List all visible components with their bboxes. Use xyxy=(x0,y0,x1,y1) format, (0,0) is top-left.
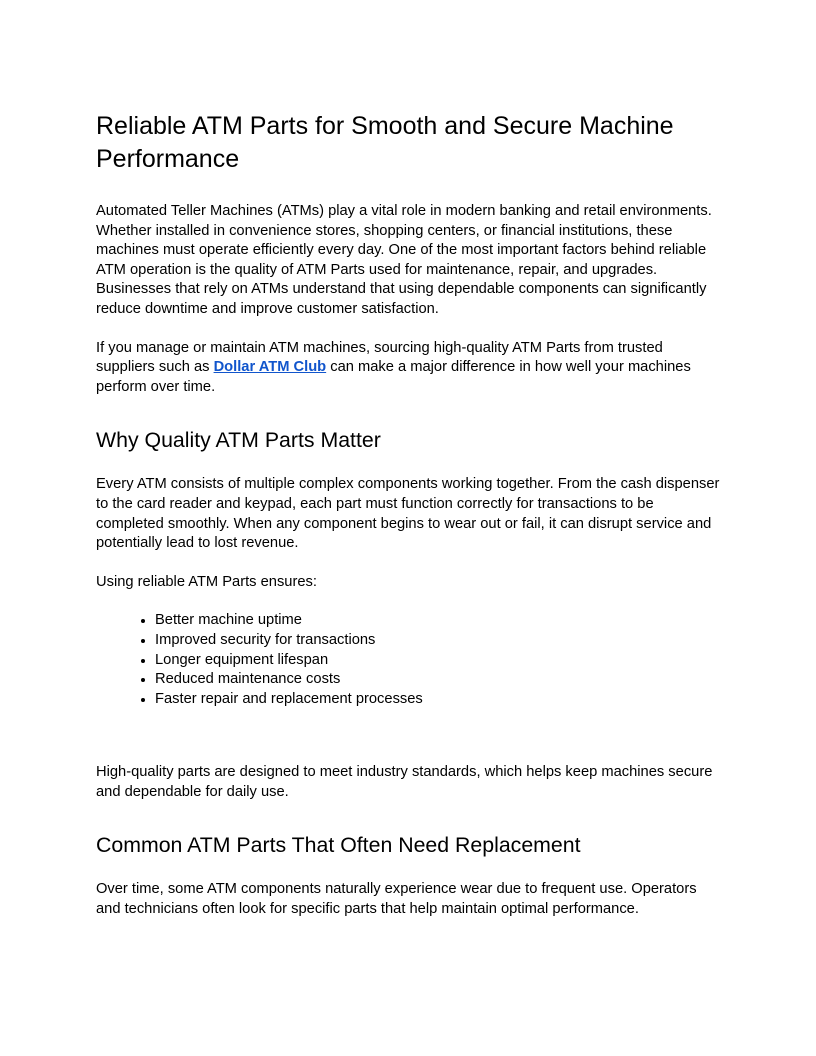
dollar-atm-club-link[interactable]: Dollar ATM Club xyxy=(213,359,327,376)
replacement-body-paragraph: Over time, some ATM components naturally experience wear due to frequent use. Operators and technicians often look for specific parts that help maintain optimal performance. xyxy=(96,881,697,918)
benefits-list-item: • Improved security for transactions xyxy=(155,631,720,651)
sourcing-text-before-link: If you manage or maintain ATM machines, sourcing high-quality ATM Parts from trusted suppliers such as xyxy=(96,339,663,376)
benefits-list-item: • Longer equipment lifespan xyxy=(155,651,720,671)
benefits-list-item: • Reduced maintenance costs xyxy=(155,670,720,690)
section-heading-why-quality-matters: Why Quality ATM Parts Matter xyxy=(96,428,381,453)
quality-closing-paragraph: High-quality parts are designed to meet industry standards, which helps keep machines secure and dependable for daily use. xyxy=(96,764,713,800)
quality-body-paragraph: Every ATM consists of multiple complex components working together. From the cash dispenser to the card reader and keypad, each part must function correctly for transactions to be completed smoothly. When any component begins to wear out or fail, it can disrupt service and potentially lead to lost revenue. xyxy=(96,476,720,552)
document-title: Reliable ATM Parts for Smooth and Secure Machine Performance xyxy=(96,112,674,173)
intro-paragraph: Automated Teller Machines (ATMs) play a vital role in modern banking and retail environments. Whether installed in convenience stores, shopping centers, or financial institutions, these machines must operate efficiently every day. One of the most important factors behind reliable ATM operation is the quality of ATM Parts used for maintenance, repair, and upgrades. Businesses that rely on ATMs understand that using dependable components can significantly reduce downtime and improve customer satisfaction. xyxy=(96,203,712,317)
benefits-list-item: • Faster repair and replacement processes xyxy=(155,690,720,710)
sourcing-paragraph xyxy=(96,339,720,398)
benefits-list-intro: Using reliable ATM Parts ensures: xyxy=(96,573,317,590)
sourcing-text-after-link: can make a major difference in how well your machines perform over time. xyxy=(96,359,691,395)
benefits-list-item: • Better machine uptime xyxy=(155,611,720,631)
benefits-list xyxy=(96,611,720,709)
section-heading-common-parts: Common ATM Parts That Often Need Replacement xyxy=(96,833,581,858)
